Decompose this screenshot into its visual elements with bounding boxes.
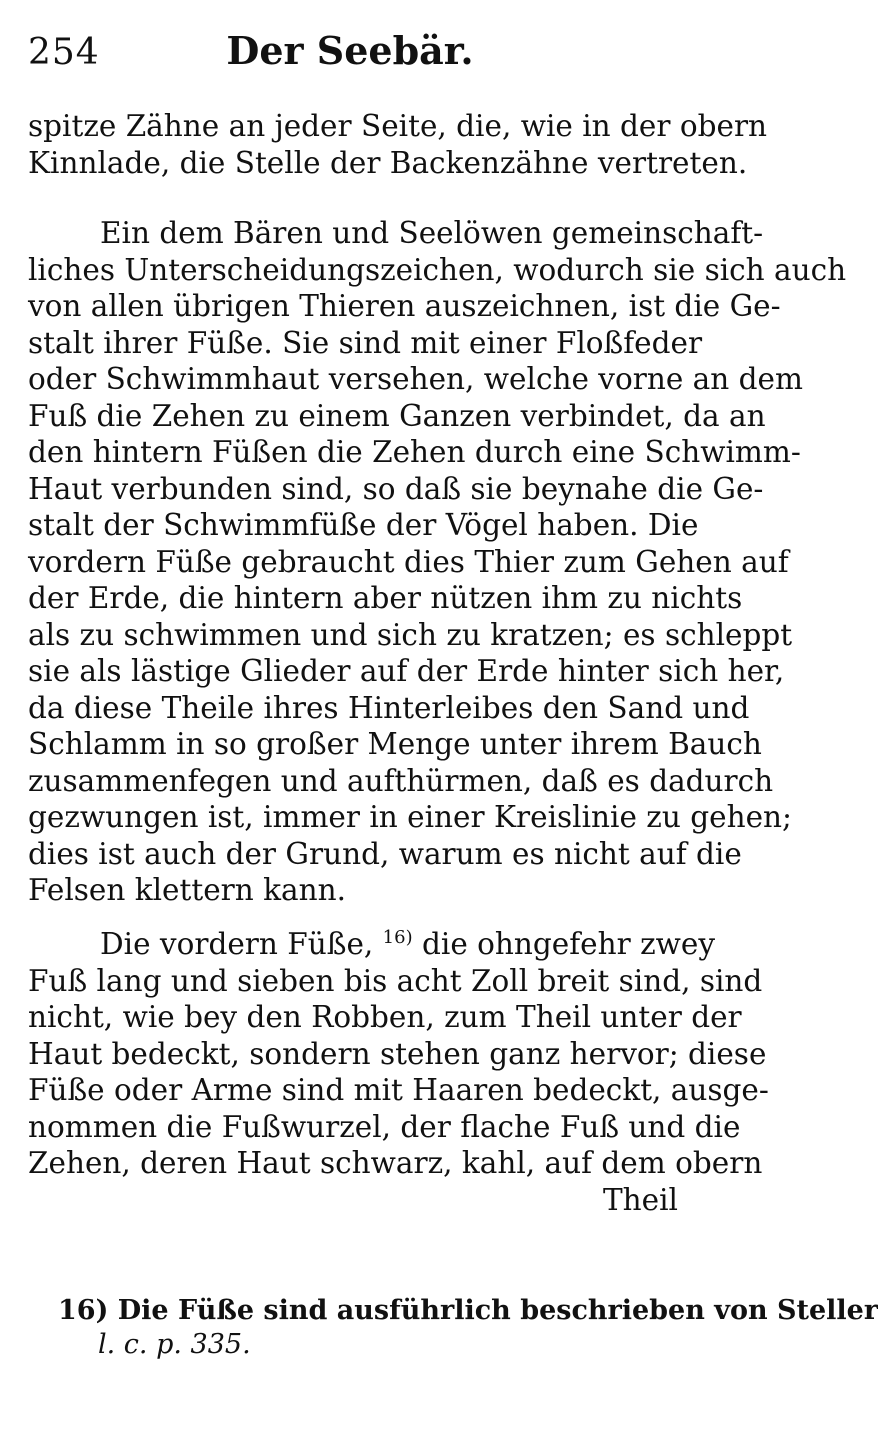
text-line: stalt der Schwimmfüße der Vögel haben. Die bbox=[28, 508, 699, 542]
text-line: Füße oder Arme sind mit Haaren bedeckt, ausge- bbox=[28, 1073, 769, 1107]
footnote-text: 16) Die Füße sind ausführlich beschrieben von Steller bbox=[58, 1295, 878, 1326]
text-line: nicht, wie bey den Robben, zum Theil unter der bbox=[28, 1000, 742, 1034]
text-line: vordern Füße gebraucht dies Thier zum Gehen auf bbox=[28, 544, 789, 579]
text-line: Haut verbunden sind, so daß sie beynahe die Ge- bbox=[28, 471, 764, 506]
line-text: die ohngefehr zwey bbox=[422, 927, 716, 961]
text-line: Haut bedeckt, sondern stehen ganz hervor; diese bbox=[28, 1036, 767, 1071]
text-line: Zehen, deren Haut schwarz, kahl, auf dem obern bbox=[28, 1146, 763, 1180]
text-line: oder Schwimmhaut versehen, welche vorne an dem bbox=[28, 362, 803, 396]
text-line: da diese Theile ihres Hinterleibes den Sand und bbox=[28, 690, 750, 725]
text-line: Kinnlade, die Stelle der Backenzähne vertreten. bbox=[28, 145, 748, 180]
text-line: zusammenfegen und aufthürmen, daß es dadurch bbox=[28, 763, 774, 798]
text-line bbox=[28, 926, 716, 963]
text-line: den hintern Füßen die Zehen durch eine Schwimm- bbox=[28, 435, 801, 469]
page-header bbox=[28, 24, 672, 84]
text-line: als zu schwimmen und sich zu kratzen; es schleppt bbox=[28, 617, 793, 652]
text-line: Felsen klettern kann. bbox=[28, 873, 346, 907]
text-line: der Erde, die hintern aber nützen ihm zu nichts bbox=[28, 581, 743, 615]
text-line: Fuß die Zehen zu einem Ganzen verbindet, da an bbox=[28, 398, 766, 433]
paragraph-2 bbox=[28, 215, 847, 909]
text-line: gezwungen ist, immer in einer Kreislinie zu gehen; bbox=[28, 800, 792, 834]
text-line: nommen die Fußwurzel, der flache Fuß und die bbox=[28, 1109, 741, 1144]
text-line: Fuß lang und sieben bis acht Zoll breit sind, sind bbox=[28, 963, 763, 998]
text-line: dies ist auch der Grund, warum es nicht auf die bbox=[28, 836, 742, 871]
text-line: von allen übrigen Thieren auszeichnen, ist die Ge- bbox=[28, 289, 781, 323]
catchword: Theil bbox=[602, 1182, 678, 1217]
text-line: stalt ihrer Füße. Sie sind mit einer Floßfeder bbox=[28, 325, 703, 360]
footnote-reference: 16) bbox=[382, 927, 413, 949]
page-number: 254 bbox=[28, 32, 100, 73]
footnote bbox=[58, 1294, 878, 1362]
paragraph-1 bbox=[28, 108, 768, 181]
text-line: spitze Zähne an jeder Seite, die, wie in der obern bbox=[28, 109, 768, 143]
running-title: Der Seebär. bbox=[226, 28, 474, 73]
text-line: liches Unterscheidungszeichen, wodurch sie sich auch bbox=[28, 252, 847, 287]
text-line: sie als lästige Glieder auf der Erde hinter sich her, bbox=[28, 654, 785, 688]
paragraph-3 bbox=[28, 926, 769, 1218]
text-line: Schlamm in so großer Menge unter ihrem Bauch bbox=[28, 727, 762, 761]
line-text: Die vordern Füße, bbox=[100, 927, 374, 961]
footnote-reference-citation: l. c. p. 335. bbox=[98, 1329, 251, 1360]
text-line: Ein dem Bären und Seelöwen gemeinschaft- bbox=[100, 216, 764, 250]
